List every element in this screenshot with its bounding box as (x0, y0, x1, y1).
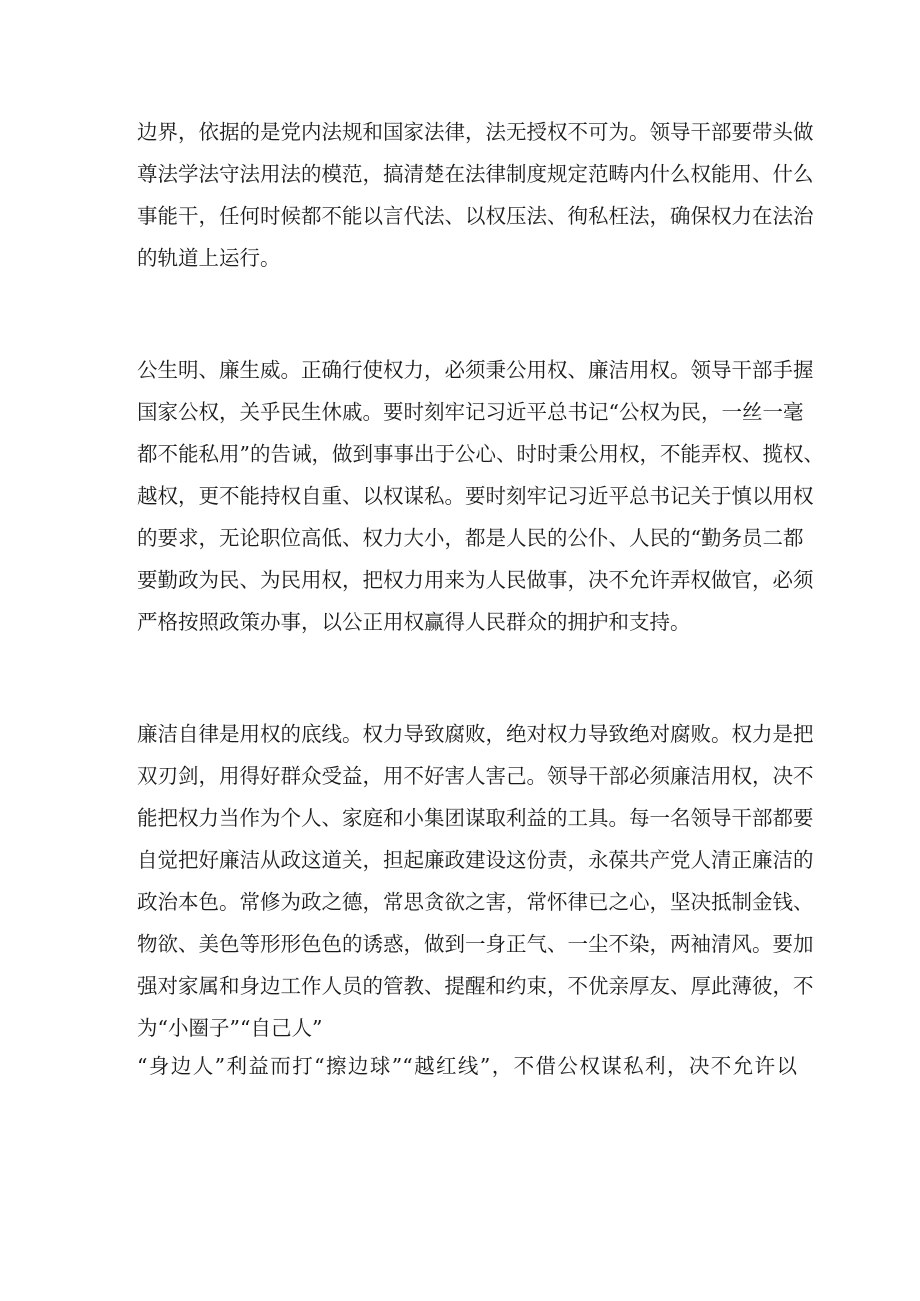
paragraph-1-line-3: 事能干，任何时候都不能以言代法、以权压法、徇私枉法，确保权力在法治 (137, 204, 814, 228)
paragraph-1-line-1: 边界，依据的是党内法规和国家法律，法无授权不可为。领导干部要带头做 (137, 120, 814, 144)
paragraph-2-line-7: 严格按照政策办事，以公正用权赢得人民群众的拥护和支持。 (137, 610, 691, 634)
paragraph-3-line-9: “身边人”利益而打“擦边球”“越红线”，不借公权谋私利，决不允许以 (137, 1054, 797, 1078)
paragraph-2-line-3: 都不能私用”的告诫，做到事事出于公心、时时秉公用权，不能弄权、揽权、 (137, 442, 824, 466)
paragraph-3-line-7: 强对家属和身边工作人员的管教、提醒和约束，不优亲厚友、厚此薄彼，不 (137, 974, 814, 998)
paragraph-1-line-4: 的轨道上运行。 (137, 246, 281, 270)
paragraph-3-line-3: 能把权力当作为个人、家庭和小集团谋取利益的工具。每一名领导干部都要 (137, 806, 814, 830)
paragraph-3-line-4: 自觉把好廉洁从政这道关，担起廉政建设这份责，永葆共产党人清正廉洁的 (137, 848, 814, 872)
paragraph-2-line-4: 越权，更不能持权自重、以权谋私。要时刻牢记习近平总书记关于慎以用权 (137, 484, 814, 508)
paragraph-2-line-6: 要勤政为民、为民用权，把权力用来为人民做事，决不允许弄权做官，必须 (137, 568, 814, 592)
paragraph-3-line-8: 为“小圈子”“自己人” (137, 1016, 323, 1040)
paragraph-1-line-2: 尊法学法守法用法的模范，搞清楚在法律制度规定范畴内什么权能用、什么 (137, 162, 814, 186)
paragraph-3-line-2: 双刃剑，用得好群众受益，用不好害人害己。领导干部必须廉洁用权，决不 (137, 764, 814, 788)
paragraph-3-line-1: 廉洁自律是用权的底线。权力导致腐败，绝对权力导致绝对腐败。权力是把 (137, 722, 814, 746)
paragraph-2-line-5: 的要求，无论职位高低、权力大小，都是人民的公仆、人民的“勤务员二都 (137, 526, 804, 550)
paragraph-3-line-5: 政治本色。常修为政之德，常思贪欲之害，常怀律已之心，坚决抵制金钱、 (137, 890, 814, 914)
paragraph-2-line-1: 公生明、廉生威。正确行使权力，必须秉公用权、廉洁用权。领导干部手握 (137, 358, 814, 382)
paragraph-3-line-6: 物欲、美色等形形色色的诱惑，做到一身正气、一尘不染，两袖清风。要加 (137, 932, 814, 956)
paragraph-2-line-2: 国家公权，关乎民生休戚。要时刻牢记习近平总书记“公权为民，一丝一毫 (137, 400, 804, 424)
